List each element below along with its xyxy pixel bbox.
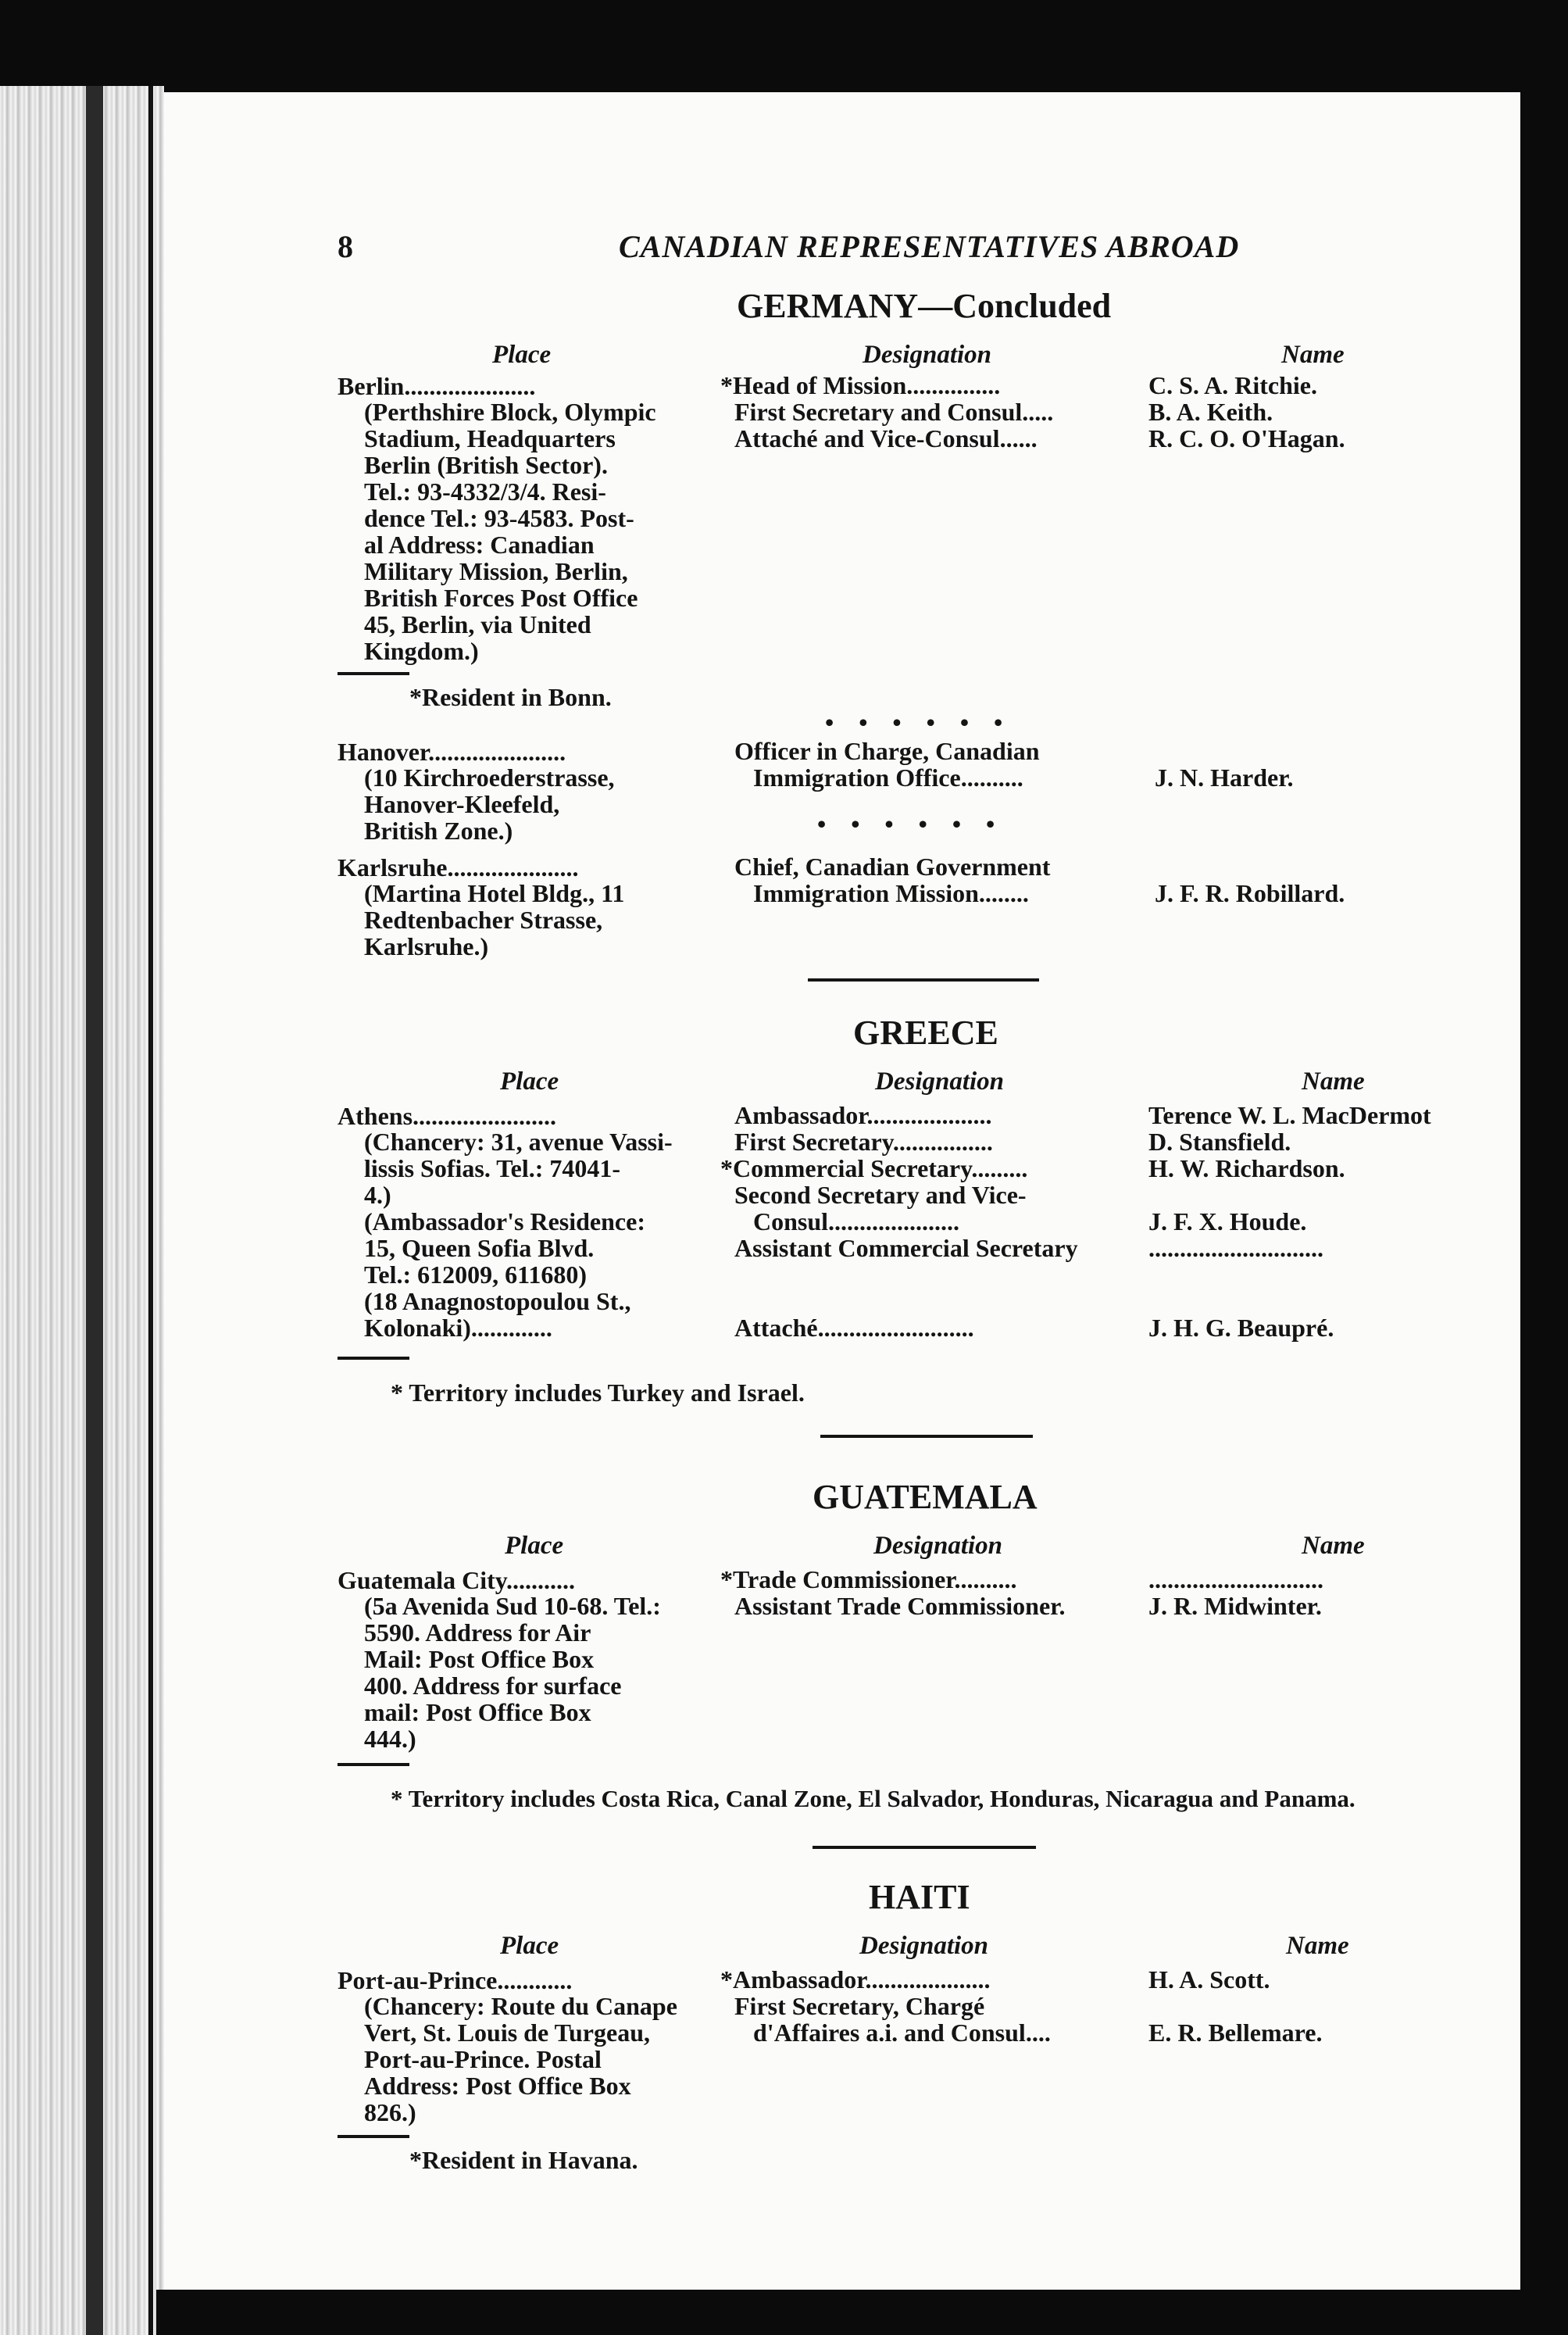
scan-top-border	[0, 0, 1568, 92]
designation-row: Officer in Charge, Canadian Immigration Office..........	[734, 737, 1040, 792]
name-row: ............................	[1148, 1565, 1323, 1593]
column-header-designation: Designation	[875, 1067, 1005, 1096]
footnote-rule	[338, 672, 409, 675]
column-header-place: Place	[500, 1932, 559, 1960]
place-berlin: Berlin.....................	[338, 372, 536, 400]
name-row: C. S. A. Ritchie.	[1148, 371, 1317, 399]
country-heading-greece: GREECE	[853, 1014, 998, 1052]
designation-row: First Secretary, Chargé d'Affaires a.i. and Consul....	[734, 1992, 1051, 2047]
footnote-rule	[338, 1763, 409, 1766]
book-spine-shadow	[0, 86, 164, 2335]
place-hanover: Hanover......................	[338, 738, 566, 766]
footnote: *Resident in Bonn.	[409, 683, 612, 711]
place-port-au-prince: Port-au-Prince............	[338, 1966, 573, 1994]
address-guatemala-city: (5a Avenida Sud 10-68. Tel.: 5590. Address for Air Mail: Post Office Box 400. Address for surface mail: Post Office Box 444.)	[364, 1592, 661, 1753]
name-row: J. R. Midwinter.	[1148, 1592, 1322, 1620]
column-header-name: Name	[1281, 341, 1345, 369]
footnote: *Resident in Havana.	[409, 2146, 638, 2174]
footnote-rule	[338, 1357, 409, 1360]
column-header-designation: Designation	[859, 1932, 989, 1960]
section-rule	[813, 1846, 1036, 1849]
separator-dots: • • • • • •	[825, 708, 1013, 736]
address-karlsruhe: (Martina Hotel Bldg., 11 Redtenbacher Strasse, Karlsruhe.)	[364, 879, 625, 960]
column-header-name: Name	[1286, 1932, 1349, 1960]
footnote: * Territory includes Costa Rica, Canal Zone, El Salvador, Honduras, Nicaragua and Panama.	[391, 1785, 1355, 1812]
scan-right-border	[1520, 86, 1568, 2335]
book-spine-fold	[86, 86, 103, 2335]
place-guatemala-city: Guatemala City...........	[338, 1566, 575, 1594]
section-rule	[808, 978, 1039, 982]
column-header-place: Place	[505, 1532, 564, 1560]
name-row: Terence W. L. MacDermot	[1148, 1101, 1431, 1129]
name-row: H. A. Scott.	[1148, 1965, 1270, 1994]
designation-row: Attaché.........................	[734, 1314, 974, 1342]
name-row: H. W. Richardson.	[1148, 1154, 1345, 1182]
column-header-place: Place	[492, 341, 552, 369]
column-header-name: Name	[1302, 1067, 1365, 1096]
name-row: E. R. Bellemare.	[1148, 2019, 1323, 2047]
address-athens: (Chancery: 31, avenue Vassi- lissis Sofias. Tel.: 74041- 4.) (Ambassador's Residence: 15, Queen Sofia Blvd. Tel.: 612009, 611680) (18 Anagnostopoulou St., Kolonaki).............	[364, 1128, 673, 1342]
designation-row: Ambassador....................	[734, 1101, 992, 1129]
designation-row: *Ambassador....................	[720, 1965, 991, 1994]
designation-row: Assistant Trade Commissioner.	[734, 1592, 1066, 1620]
name-row: R. C. O. O'Hagan.	[1148, 424, 1345, 452]
country-heading-haiti: HAITI	[869, 1878, 970, 1916]
name-row: B. A. Keith.	[1148, 398, 1273, 426]
designation-row: *Head of Mission...............	[720, 371, 1001, 399]
designation-row: First Secretary and Consul.....	[734, 398, 1054, 426]
page-number: 8	[338, 229, 353, 264]
column-header-designation: Designation	[863, 341, 992, 369]
place-athens: Athens.......................	[338, 1102, 557, 1130]
name-row: J. N. Harder.	[1155, 763, 1294, 792]
designation-row: *Commercial Secretary.........	[720, 1154, 1028, 1182]
scan-bottom-border	[156, 2290, 1568, 2335]
separator-dots: • • • • • •	[817, 810, 1005, 838]
name-row: J. H. G. Beaupré.	[1148, 1314, 1334, 1342]
name-row: J. F. R. Robillard.	[1155, 879, 1345, 907]
book-spine-edge	[148, 86, 153, 2335]
designation-row: Assistant Commercial Secretary	[734, 1234, 1078, 1262]
country-heading-guatemala: GUATEMALA	[813, 1478, 1038, 1516]
column-header-designation: Designation	[873, 1532, 1003, 1560]
designation-row: Second Secretary and Vice- Consul.....................	[734, 1181, 1027, 1235]
name-row: J. F. X. Houde.	[1148, 1207, 1307, 1235]
address-hanover: (10 Kirchroederstrasse, Hanover-Kleefeld, British Zone.)	[364, 763, 615, 845]
designation-row: *Trade Commissioner..........	[720, 1565, 1017, 1593]
name-row: D. Stansfield.	[1148, 1128, 1291, 1156]
place-karlsruhe: Karlsruhe.....................	[338, 853, 579, 881]
designation-row: First Secretary................	[734, 1128, 993, 1156]
column-header-place: Place	[500, 1067, 559, 1096]
address-berlin: (Perthshire Block, Olympic Stadium, Headquarters Berlin (British Sector). Tel.: 93-4332/3/4. Resi- dence Tel.: 93-4583. Post- al Address: Canadian Military Mission, Berlin, British Forces Post Office 45, Berlin, via United Kingdom.)	[364, 398, 656, 665]
designation-row: Chief, Canadian Government Immigration Mission........	[734, 853, 1051, 907]
column-header-name: Name	[1302, 1532, 1365, 1560]
country-heading-germany: GERMANY—Concluded	[737, 287, 1112, 325]
address-port-au-prince: (Chancery: Route du Canape Vert, St. Louis de Turgeau, Port-au-Prince. Postal Address: Post Office Box 826.)	[364, 1992, 677, 2126]
running-head: CANADIAN REPRESENTATIVES ABROAD	[619, 229, 1240, 264]
footnote-rule	[338, 2135, 409, 2138]
name-row: ............................	[1148, 1234, 1323, 1262]
section-rule	[820, 1435, 1033, 1438]
footnote: * Territory includes Turkey and Israel.	[391, 1378, 805, 1407]
designation-row: Attaché and Vice-Consul......	[734, 424, 1038, 452]
